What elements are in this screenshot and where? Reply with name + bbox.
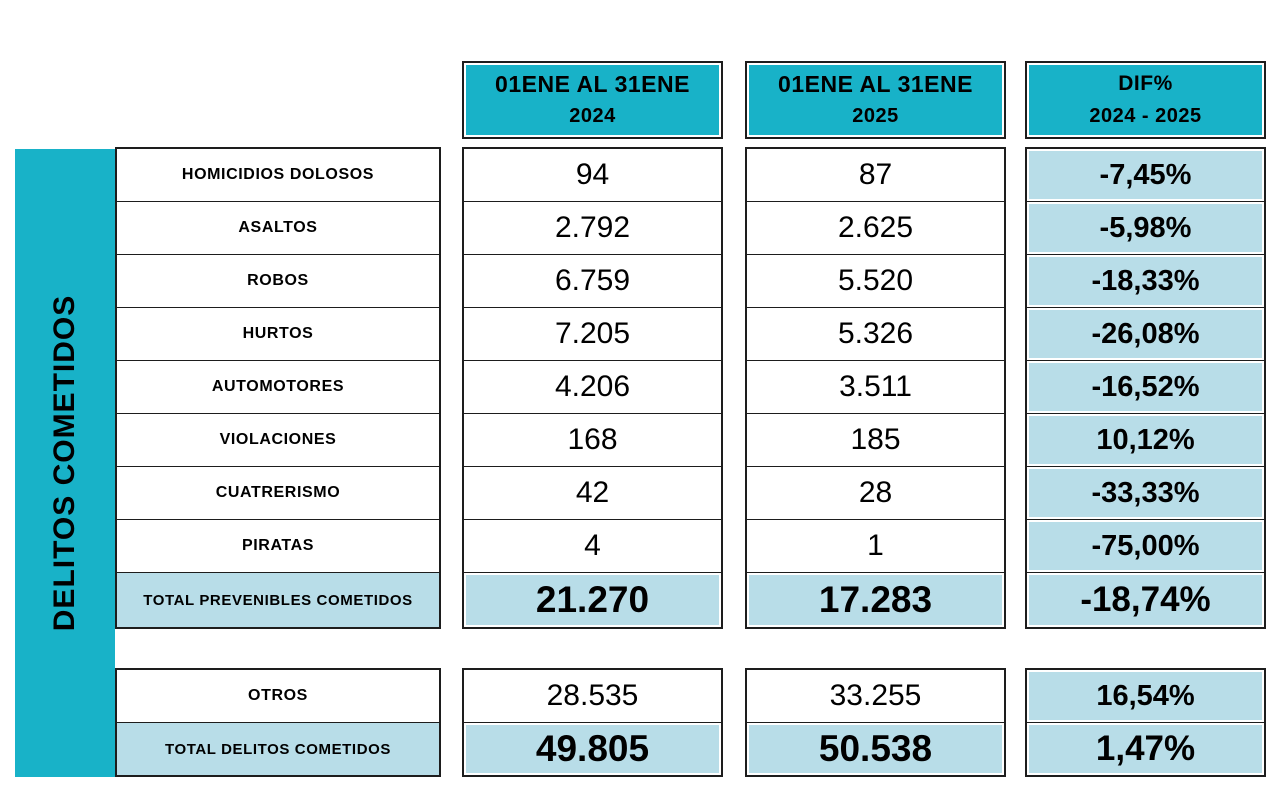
header-2025 <box>745 61 1006 139</box>
diff-value: -33,33% <box>1027 467 1264 520</box>
sidebar-band <box>15 149 115 777</box>
row-label: HOMICIDIOS DOLOSOS <box>117 149 439 202</box>
value-2025: 87 <box>747 149 1004 202</box>
value-2025: 2.625 <box>747 202 1004 255</box>
values-2024-bottom <box>462 668 723 777</box>
total-prevenibles-2024: 21.270 <box>464 573 721 627</box>
value-2024: 6.759 <box>464 255 721 308</box>
values-2025-bottom <box>745 668 1006 777</box>
diff-value: -18,33% <box>1027 255 1264 308</box>
total-prevenibles-diff: -18,74% <box>1027 573 1264 627</box>
header-diff-range: 2024 - 2025 <box>1089 105 1202 127</box>
row-label: PIRATAS <box>117 520 439 573</box>
value-2024: 7.205 <box>464 308 721 361</box>
value-2024: 168 <box>464 414 721 467</box>
row-label: AUTOMOTORES <box>117 361 439 414</box>
labels-column-bottom <box>115 668 441 777</box>
header-2025-period: 01ENE AL 31ENE <box>778 71 973 97</box>
value-2025: 3.511 <box>747 361 1004 414</box>
otros-2024: 28.535 <box>464 670 721 723</box>
value-2025: 1 <box>747 520 1004 573</box>
otros-label: OTROS <box>117 670 439 723</box>
values-2025-top <box>745 147 1006 629</box>
row-label: ROBOS <box>117 255 439 308</box>
total-delitos-diff: 1,47% <box>1027 723 1264 775</box>
otros-diff: 16,54% <box>1027 670 1264 723</box>
header-2025-year: 2025 <box>852 105 899 127</box>
values-2024-top <box>462 147 723 629</box>
header-diff-title: DIF% <box>1118 72 1173 95</box>
row-label: ASALTOS <box>117 202 439 255</box>
header-2024-period: 01ENE AL 31ENE <box>495 71 690 97</box>
row-label: VIOLACIONES <box>117 414 439 467</box>
total-delitos-label: TOTAL DELITOS COMETIDOS <box>117 723 439 775</box>
diff-value: -16,52% <box>1027 361 1264 414</box>
sidebar-title: DELITOS COMETIDOS <box>48 294 81 632</box>
header-2024-year: 2024 <box>569 105 616 127</box>
row-label: CUATRERISMO <box>117 467 439 520</box>
diff-value: -5,98% <box>1027 202 1264 255</box>
diff-value: -7,45% <box>1027 149 1264 202</box>
value-2024: 4.206 <box>464 361 721 414</box>
otros-2025: 33.255 <box>747 670 1004 723</box>
value-2024: 94 <box>464 149 721 202</box>
total-prevenibles-2025: 17.283 <box>747 573 1004 627</box>
total-delitos-2025: 50.538 <box>747 723 1004 775</box>
value-2025: 28 <box>747 467 1004 520</box>
total-delitos-2024: 49.805 <box>464 723 721 775</box>
value-2025: 185 <box>747 414 1004 467</box>
header-2024 <box>462 61 723 139</box>
diff-column-top <box>1025 147 1266 629</box>
labels-column-top <box>115 147 441 629</box>
diff-value: -26,08% <box>1027 308 1264 361</box>
value-2024: 42 <box>464 467 721 520</box>
total-prevenibles-label: TOTAL PREVENIBLES COMETIDOS <box>117 573 439 627</box>
value-2025: 5.520 <box>747 255 1004 308</box>
row-label: HURTOS <box>117 308 439 361</box>
diff-value: -75,00% <box>1027 520 1264 573</box>
value-2025: 5.326 <box>747 308 1004 361</box>
diff-value: 10,12% <box>1027 414 1264 467</box>
header-diff <box>1025 61 1266 139</box>
value-2024: 2.792 <box>464 202 721 255</box>
diff-column-bottom <box>1025 668 1266 777</box>
value-2024: 4 <box>464 520 721 573</box>
